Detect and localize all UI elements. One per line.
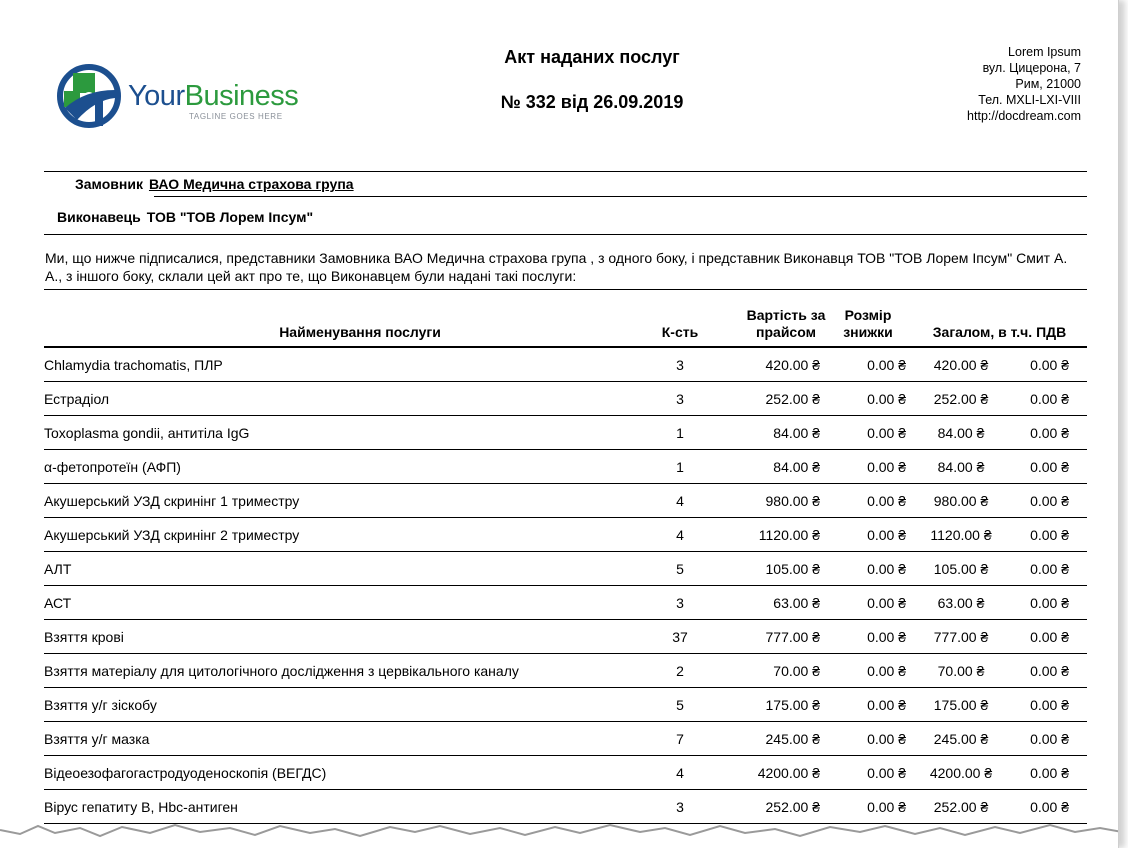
price-cell: 420.00 ₴ <box>724 347 828 382</box>
discount-cell: 0.00 ₴ <box>828 552 918 586</box>
table-row <box>44 484 1087 518</box>
customer-line <box>75 176 354 192</box>
total-cell: 63.00 ₴ <box>918 586 1004 620</box>
price-cell: 252.00 ₴ <box>724 790 828 824</box>
quantity-cell: 2 <box>636 654 724 688</box>
company-website[interactable]: http://docdream.com <box>967 109 1081 123</box>
service-name-cell: Вірус гепатиту В, Hbc-антиген <box>44 790 636 824</box>
discount-cell: 0.00 ₴ <box>828 484 918 518</box>
table-row <box>44 722 1087 756</box>
quantity-cell: 3 <box>636 347 724 382</box>
header-total: Загалом, в т.ч. ПДВ <box>918 303 1087 347</box>
header-name: Найменування послуги <box>44 303 636 347</box>
table-row <box>44 416 1087 450</box>
vat-cell: 0.00 ₴ <box>1004 756 1087 790</box>
discount-cell: 0.00 ₴ <box>828 654 918 688</box>
discount-cell: 0.00 ₴ <box>828 756 918 790</box>
table-row <box>44 450 1087 484</box>
torn-edge-decoration <box>0 808 1119 848</box>
table-row <box>44 382 1087 416</box>
table-header-row <box>44 303 1087 347</box>
table-row <box>44 654 1087 688</box>
customer-label: Замовник <box>75 176 143 192</box>
total-cell: 420.00 ₴ <box>918 347 1004 382</box>
table-row <box>44 620 1087 654</box>
discount-cell: 0.00 ₴ <box>828 450 918 484</box>
divider <box>44 171 1087 172</box>
total-cell: 4200.00 ₴ <box>918 756 1004 790</box>
service-name-cell: Акушерський УЗД скринінг 1 триместру <box>44 484 636 518</box>
price-cell: 252.00 ₴ <box>724 382 828 416</box>
quantity-cell: 3 <box>636 586 724 620</box>
price-cell: 84.00 ₴ <box>724 450 828 484</box>
table-row <box>44 552 1087 586</box>
table-row <box>44 518 1087 552</box>
quantity-cell: 37 <box>636 620 724 654</box>
company-info <box>967 44 1081 124</box>
vat-cell: 0.00 ₴ <box>1004 586 1087 620</box>
company-street: вул. Цицерона, 7 <box>982 61 1081 75</box>
table-row <box>44 586 1087 620</box>
discount-cell: 0.00 ₴ <box>828 347 918 382</box>
service-name-cell: Акушерський УЗД скринінг 2 триместру <box>44 518 636 552</box>
discount-cell: 0.00 ₴ <box>828 416 918 450</box>
discount-cell: 0.00 ₴ <box>828 586 918 620</box>
header-discount: Розмір знижки <box>828 303 918 347</box>
vat-cell: 0.00 ₴ <box>1004 484 1087 518</box>
vat-cell: 0.00 ₴ <box>1004 552 1087 586</box>
header-qty: К-сть <box>636 303 724 347</box>
contractor-value: ТОВ "ТОВ Лорем Іпсум" <box>146 209 314 225</box>
service-name-cell: Відеоезофагогастродуоденоскопія (ВЕГДС) <box>44 756 636 790</box>
quantity-cell: 4 <box>636 518 724 552</box>
service-name-cell: Естрадіол <box>44 382 636 416</box>
vat-cell: 0.00 ₴ <box>1004 416 1087 450</box>
discount-cell: 0.00 ₴ <box>828 722 918 756</box>
service-name-cell: Взяття у/г зіскобу <box>44 688 636 722</box>
contractor-label: Виконавець <box>57 209 141 225</box>
quantity-cell: 4 <box>636 484 724 518</box>
logo-tagline: TAGLINE GOES HERE <box>189 112 283 121</box>
table-row <box>44 347 1087 382</box>
vat-cell: 0.00 ₴ <box>1004 382 1087 416</box>
vat-cell: 0.00 ₴ <box>1004 347 1087 382</box>
vat-cell: 0.00 ₴ <box>1004 722 1087 756</box>
quantity-cell: 5 <box>636 552 724 586</box>
total-cell: 84.00 ₴ <box>918 416 1004 450</box>
service-name-cell: Взяття крові <box>44 620 636 654</box>
discount-cell: 0.00 ₴ <box>828 688 918 722</box>
discount-cell: 0.00 ₴ <box>828 620 918 654</box>
table-row <box>44 688 1087 722</box>
document-number: № 332 від 26.09.2019 <box>500 92 684 112</box>
company-city: Рим, 21000 <box>1015 77 1081 91</box>
company-phone: Тел. MXLI-LXI-VIII <box>978 93 1081 107</box>
price-cell: 84.00 ₴ <box>724 416 828 450</box>
total-cell: 252.00 ₴ <box>918 790 1004 824</box>
service-name-cell: АСТ <box>44 586 636 620</box>
quantity-cell: 3 <box>636 790 724 824</box>
logo-wordmark: YourBusiness <box>128 80 299 112</box>
price-cell: 105.00 ₴ <box>724 552 828 586</box>
total-cell: 84.00 ₴ <box>918 450 1004 484</box>
discount-cell: 0.00 ₴ <box>828 790 918 824</box>
price-cell: 63.00 ₴ <box>724 586 828 620</box>
divider <box>154 196 1087 197</box>
price-cell: 175.00 ₴ <box>724 688 828 722</box>
total-cell: 105.00 ₴ <box>918 552 1004 586</box>
total-cell: 245.00 ₴ <box>918 722 1004 756</box>
price-cell: 245.00 ₴ <box>724 722 828 756</box>
total-cell: 1120.00 ₴ <box>918 518 1004 552</box>
divider <box>44 289 1087 290</box>
discount-cell: 0.00 ₴ <box>828 518 918 552</box>
total-cell: 777.00 ₴ <box>918 620 1004 654</box>
services-table <box>44 303 1087 824</box>
header-price: Вартість за прайсом <box>724 303 828 347</box>
vat-cell: 0.00 ₴ <box>1004 790 1087 824</box>
intro-paragraph: Ми, що нижче підписалися, представники Замовника ВАО Медична страхова група , з одного боку, і представник Виконавця ТОВ "ТОВ Лорем Іпсум" Смит А. А., з іншого боку, склали цей акт про те, що Виконавцем були надані такі послуги: <box>45 250 1068 284</box>
company-name: Lorem Ipsum <box>1008 45 1081 59</box>
contractor-line <box>57 209 313 225</box>
service-name-cell: Toxoplasma gondii, антитіла IgG <box>44 416 636 450</box>
total-cell: 70.00 ₴ <box>918 654 1004 688</box>
vat-cell: 0.00 ₴ <box>1004 688 1087 722</box>
price-cell: 1120.00 ₴ <box>724 518 828 552</box>
price-cell: 777.00 ₴ <box>724 620 828 654</box>
customer-value: ВАО Медична страхова група <box>148 176 354 192</box>
total-cell: 980.00 ₴ <box>918 484 1004 518</box>
quantity-cell: 5 <box>636 688 724 722</box>
table-row <box>44 756 1087 790</box>
document-title: Акт наданих послуг <box>504 47 680 67</box>
service-name-cell: АЛТ <box>44 552 636 586</box>
discount-cell: 0.00 ₴ <box>828 382 918 416</box>
quantity-cell: 3 <box>636 382 724 416</box>
service-name-cell: Взяття у/г мазка <box>44 722 636 756</box>
quantity-cell: 1 <box>636 450 724 484</box>
price-cell: 980.00 ₴ <box>724 484 828 518</box>
vat-cell: 0.00 ₴ <box>1004 518 1087 552</box>
total-cell: 252.00 ₴ <box>918 382 1004 416</box>
service-name-cell: Chlamydia trachomatis, ПЛР <box>44 347 636 382</box>
quantity-cell: 7 <box>636 722 724 756</box>
total-cell: 175.00 ₴ <box>918 688 1004 722</box>
price-cell: 70.00 ₴ <box>724 654 828 688</box>
price-cell: 4200.00 ₴ <box>724 756 828 790</box>
vat-cell: 0.00 ₴ <box>1004 450 1087 484</box>
service-name-cell: Взяття матеріалу для цитологічного дослідження з цервікального каналу <box>44 654 636 688</box>
quantity-cell: 4 <box>636 756 724 790</box>
vat-cell: 0.00 ₴ <box>1004 620 1087 654</box>
quantity-cell: 1 <box>636 416 724 450</box>
divider <box>44 234 1087 235</box>
service-name-cell: α-фетопротеїн (АФП) <box>44 450 636 484</box>
vat-cell: 0.00 ₴ <box>1004 654 1087 688</box>
